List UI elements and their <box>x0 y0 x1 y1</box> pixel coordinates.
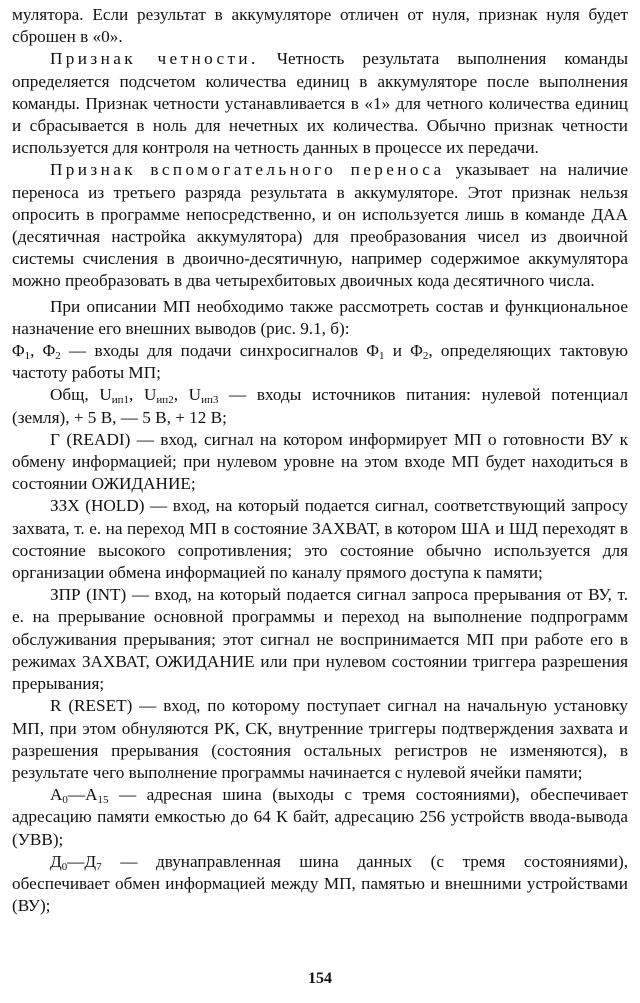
text-run: — входы для подачи синхросигналов Φ <box>60 341 379 361</box>
paragraph-external-pins-intro <box>12 296 628 340</box>
page-number: 154 <box>308 970 332 987</box>
subscript: 0 <box>62 794 68 807</box>
paragraph-hold-input <box>12 495 628 584</box>
text-run: — двунаправленная шина данных (с тремя состояниями), обеспечивает обмен информацией между МП, памятью и внешними устройствами (ВУ); <box>12 851 628 916</box>
subscript: ип2 <box>156 394 174 407</box>
paragraph-reset-input <box>12 695 628 784</box>
subscript: 1 <box>24 350 31 363</box>
subscript: 1 <box>379 350 385 363</box>
paragraph-text: ЗЗХ (HOLD) — вход, на который подается сигнал, соответствующий запросу захвата, т. е. на переход МП в состояние ЗАХВАТ, в котором ША и ШД переходят в состояние высокого сопротивления; это состояние обычно используется для организации обмена информацией по каналу прямого доступа к памяти; <box>12 496 628 583</box>
paragraph-aux-carry-flag <box>12 159 628 292</box>
text-run: — адресная шина (выходы с тремя состояниями), обеспечивает адресацию памяти емкостью до 64 К байт, адресацию 256 устройств ввода-вывода (УВВ); <box>12 785 628 849</box>
book-page <box>12 4 628 999</box>
paragraph-clock-inputs <box>12 340 628 384</box>
subscript: 7 <box>96 860 102 873</box>
text-run: , определяющих тактовую частоту работы МП; <box>12 341 628 383</box>
paragraph-text: мулятора. Если результат в аккумуляторе отличен от нуля, признак нуля будет сброшен в «0». <box>12 5 628 47</box>
subscript: 15 <box>97 794 109 807</box>
paragraph-text: При описании МП необходимо также рассмотреть состав и функциональное назначение его внешних выводов (рис. 9.1, б): <box>12 296 628 338</box>
text-run: Д <box>50 851 62 871</box>
paragraph-text: ЗПР (INT) — вход, на который подается сигнал запроса прерывания от ВУ, т. е. на прерывание основной программы и переход на выполнение подпрограмм обслуживания прерывания; этот сигнал не воспринимается МП при работе его в режимах ЗАХВАТ, ОЖИДАНИЕ или при нулевом состоянии триггера разрешения прерывания; <box>12 585 628 694</box>
paragraph-data-bus <box>12 851 628 918</box>
text-run: и Φ <box>384 341 423 361</box>
text-run: —А <box>67 785 98 805</box>
text-run: , U <box>129 385 157 405</box>
paragraph-text: Г (READI) — вход, сигнал на котором информирует МП о готовности ВУ к обмену информацией; при нулевом уровне на этом входе МП будет находиться в состоянии ОЖИДАНИЕ; <box>12 429 628 494</box>
text-run: — входы источников питания: нулевой потенциал (земля), + 5 В, — 5 В, + 12 В; <box>12 385 628 427</box>
paragraph-int-input <box>12 584 628 695</box>
text-run: —Д <box>67 851 97 871</box>
subscript: 2 <box>422 350 429 363</box>
subscript: ип3 <box>201 394 219 407</box>
text-run: , Φ <box>30 341 56 361</box>
text-run: Общ, U <box>50 385 112 405</box>
term-parity-flag: Признак четности. <box>50 49 259 69</box>
paragraph-zero-flag-end <box>12 4 628 48</box>
paragraph-parity-flag <box>12 48 628 159</box>
paragraph-text: R (RESET) — вход, по которому поступает сигнал на начальную установку МП, при этом обнуляются РК, СК, внутренние триггеры подтверждения захвата и разрешения прерывания (состояния остальных регистров не изменяются), в результате чего выполнение программы начинается с нулевой ячейки памяти; <box>12 696 628 782</box>
text-run: Φ <box>12 341 25 361</box>
text-run: , U <box>173 385 202 405</box>
subscript: 2 <box>55 350 61 363</box>
term-aux-carry-flag: Признак вспомогательного переноса <box>50 160 445 180</box>
paragraph-address-bus <box>12 784 628 851</box>
paragraph-power-inputs <box>12 384 628 428</box>
paragraph-ready-input <box>12 429 628 496</box>
paragraph-text: указывает на наличие переноса из третьего разряда результата в аккумуляторе. Этот признак нельзя опросить в программе непосредственно, и он используется лишь в команде ДАА (десятичная настройка аккумулятора) для преобразования чисел из двоичной системы счисления в двоично-десятичную, например содержимое аккумулятора можно преобразовать в два четырехбитовых двоичных кода десятичного числа. <box>12 160 628 291</box>
subscript: ип1 <box>111 394 130 407</box>
paragraph-text: Четность результата выполнения команды определяется подсчетом количества единиц в аккумуляторе после выполнения команды. Признак четности устанавливается в «1» для четного количества единиц и сбрасывается в ноль для нечетных их количества. Обычно признак четности используется для контроля на четность данных в процессе их передачи. <box>12 49 628 158</box>
subscript: 0 <box>61 860 68 873</box>
text-run: А <box>50 785 63 805</box>
